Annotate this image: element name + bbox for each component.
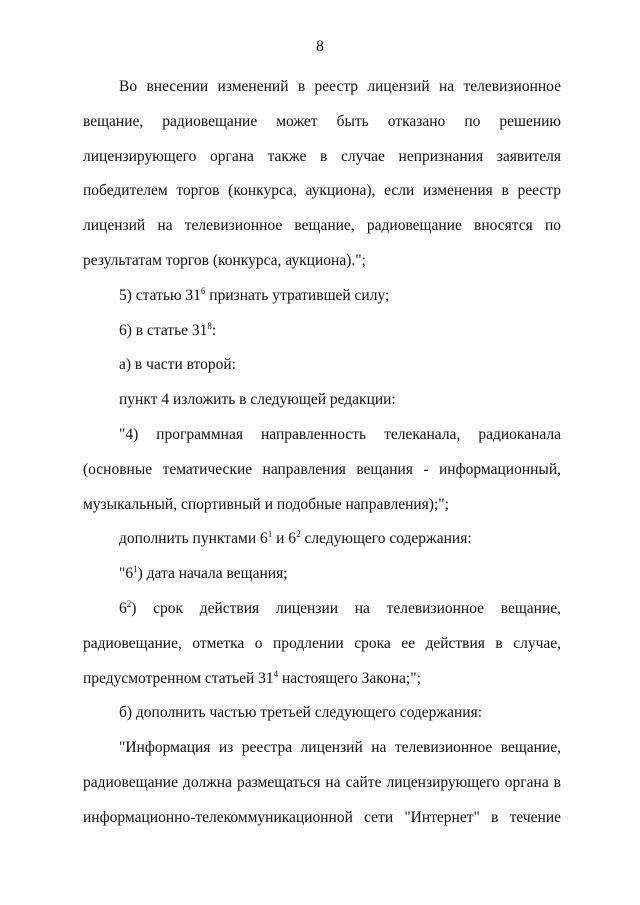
- paragraph-add-points: [83, 522, 561, 557]
- paragraph-program-direction: "4) программная направленность телеканала, радиоканала (основные тематические направления вещания - информационный, музыкальный, спортивный и подобные направления);";: [83, 425, 561, 513]
- paragraph-item-5-text-a: 5) статью 31: [119, 286, 201, 304]
- superscript: 6: [200, 285, 206, 296]
- paragraph-item-5: [83, 279, 561, 314]
- superscript: 1: [267, 529, 273, 540]
- paragraph-add-points-text-a: дополнить пунктами 6: [119, 530, 268, 548]
- superscript: 2: [296, 529, 301, 540]
- paragraph-point-6-2: [83, 592, 561, 696]
- superscript: 2: [126, 598, 132, 609]
- paragraph-item-6: [83, 314, 561, 349]
- superscript: 8: [207, 320, 212, 331]
- page-number: 8: [316, 38, 324, 55]
- paragraph-point-6-1: [83, 557, 561, 592]
- paragraph-subitem-a: а) в части второй:: [119, 356, 236, 374]
- superscript: 1: [133, 564, 138, 575]
- superscript: 4: [273, 668, 279, 679]
- paragraph-point-6-2-text-a: 6: [119, 599, 127, 617]
- paragraph-registry-info-internet: "Информация из реестра лицензий на телевизионное вещание, радиовещание должна размещаться на сайте лицензирующего органа в информационно-телекоммуникационной сети "Интернет" в течение: [83, 739, 561, 826]
- paragraph-point-6-1-text-a: "6: [119, 565, 134, 583]
- paragraph-point-6-1-text-b: ) дата начала вещания;: [137, 565, 288, 583]
- paragraph-add-points-text-b: и 6: [272, 530, 297, 548]
- paragraph-item-5-text-b: признать утратившей силу;: [205, 286, 390, 304]
- paragraph-point-6-2-text-c: настоящего Закона;";: [278, 669, 421, 687]
- paragraph-point-4: пункт 4 изложить в следующей редакции:: [119, 391, 396, 409]
- paragraph-item-6-text-b: :: [211, 321, 217, 339]
- paragraph-item-6-text-a: 6) в статье 31: [119, 321, 208, 339]
- paragraph-add-points-text-c: следующего содержания:: [300, 530, 472, 548]
- paragraph-refusal-registry-changes: Во внесении изменений в реестр лицензий на телевизионное вещание, радиовещание может быть отказано по решению лицензирующего органа также в случае непризнания заявителя победителем торгов (конкурса, аукциона), если изменения в реестр лицензий на телевизионное вещание, радиовещание вносятся по результатам торгов (конкурса, аукциона).";: [83, 78, 561, 269]
- paragraph-subitem-b: б) дополнить частью третьей следующего содержания:: [119, 704, 483, 722]
- paragraph-point-6-2-text-b: ) срок действия лицензии на телевизионное вещание, радиовещание, отметка о продлении срока ее действия в случае, предусмотренном статьей 31: [83, 599, 561, 687]
- document-body: [83, 70, 561, 836]
